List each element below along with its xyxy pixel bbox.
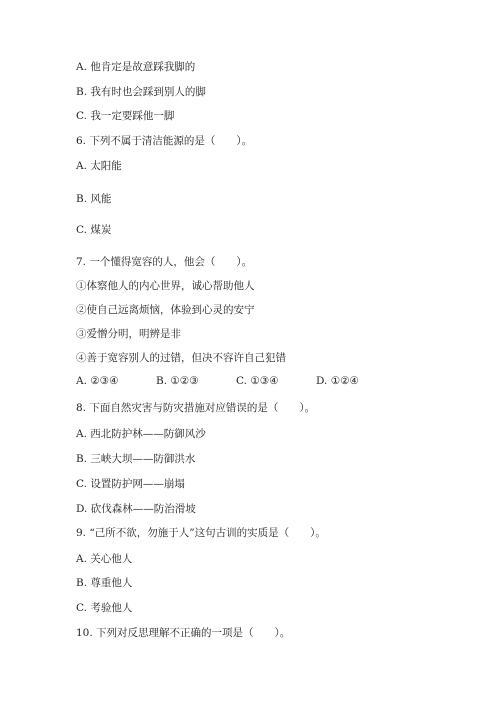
q9-option-a: A. 关心他人 bbox=[76, 553, 133, 565]
q6-option-c: C. 煤炭 bbox=[76, 224, 112, 236]
q6-option-b: B. 风能 bbox=[76, 193, 112, 205]
q5-option-c: C. 我一定要踩他一脚 bbox=[76, 110, 175, 122]
question-9: 9. “己所不欲，勿施于人”这句古训的实质是（ ）。 bbox=[76, 527, 326, 539]
question-7: 7. 一个懂得宽容的人，他会（ ）。 bbox=[76, 256, 253, 268]
q8-option-d: D. 砍伐森林——防治滑坡 bbox=[76, 503, 196, 515]
q9-option-b: B. 尊重他人 bbox=[76, 577, 133, 589]
q7-option-b: B. ①②③ bbox=[156, 375, 199, 387]
q5-option-b: B. 我有时也会踩到别人的脚 bbox=[76, 86, 206, 98]
q7-statement-4: ④善于宽容别人的过错，但决不容许自己犯错 bbox=[76, 352, 286, 364]
q8-option-a: A. 西北防护林——防御风沙 bbox=[76, 428, 206, 440]
q7-option-d: D. ①②④ bbox=[316, 375, 359, 387]
q7-statement-3: ③爱憎分明，明辨是非 bbox=[76, 328, 181, 340]
q9-option-c: C. 考验他人 bbox=[76, 602, 133, 614]
q8-option-b: B. 三峡大坝——防御洪水 bbox=[76, 453, 196, 465]
q7-option-a: A. ②③④ bbox=[76, 375, 119, 387]
q6-option-a: A. 太阳能 bbox=[76, 160, 122, 172]
q7-statement-1: ①体察他人的内心世界，诚心帮助他人 bbox=[76, 280, 255, 292]
question-8: 8. 下面自然灾害与防灾措施对应错误的是（ ）。 bbox=[76, 402, 316, 414]
question-10: 10. 下列对反思理解不正确的一项是（ ）。 bbox=[76, 627, 291, 639]
q5-option-a: A. 他肯定是故意踩我脚的 bbox=[76, 61, 196, 73]
q7-option-c: C. ①③④ bbox=[236, 375, 279, 387]
question-6: 6. 下列不属于清洁能源的是（ ）。 bbox=[76, 135, 253, 147]
q7-statement-2: ②使自己远离烦恼，体验到心灵的安宁 bbox=[76, 304, 255, 316]
q8-option-c: C. 设置防护网——崩塌 bbox=[76, 478, 185, 490]
q7-options bbox=[76, 375, 376, 388]
